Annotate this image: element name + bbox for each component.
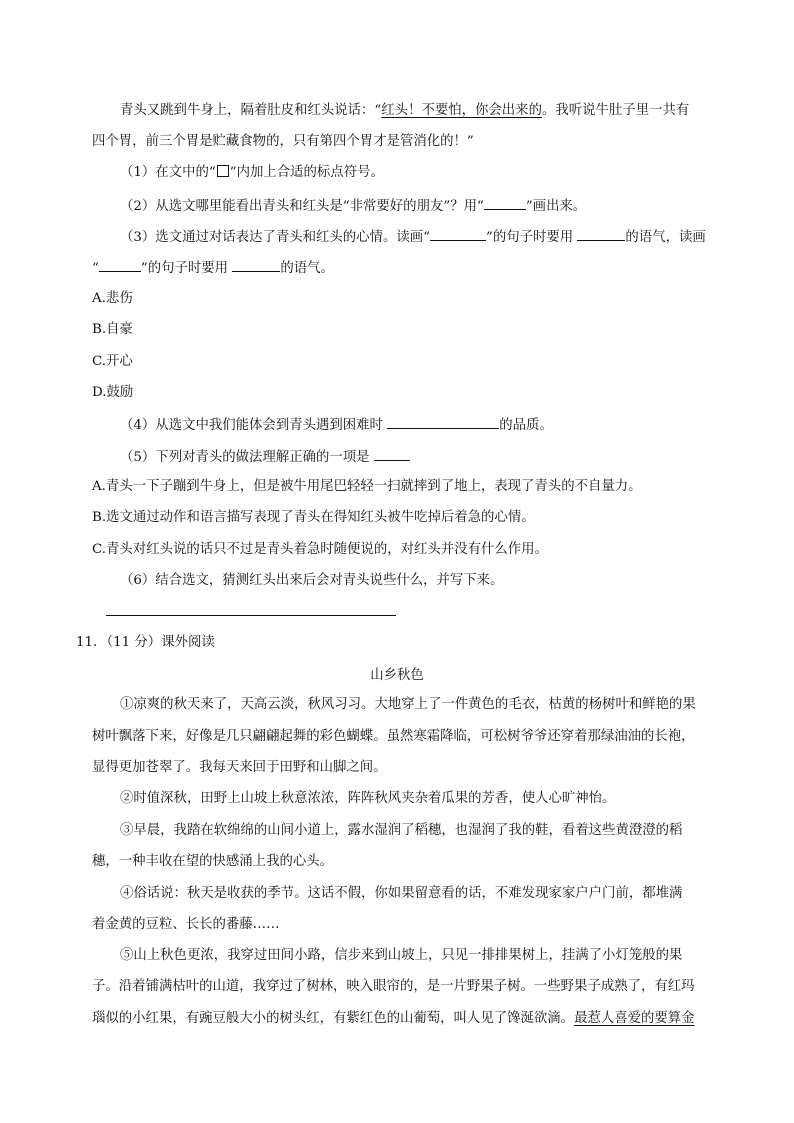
q5-option-a[interactable]: A.青头一下子蹦到牛身上，但是被牛用尾巴轻轻一扫就摔到了地上，表现了青头的不自量力。 (92, 479, 642, 494)
text: 瑙似的小红果，有豌豆般大小的树头红，有紫红色的山葡萄，叫人见了馋涎欲滴。 (92, 1011, 575, 1026)
text: （3）选文通过对话表达了青头和红头的心情。读画“ (120, 230, 430, 245)
question-2 (120, 195, 586, 217)
text: ”的句子时要用 (140, 261, 233, 276)
paragraph-1-line-3: 显得更加苍翠了。我每天来回于田野和山脚之间。 (92, 760, 387, 775)
paragraph-4-line-2: 着金黄的豆粒、长长的番藤…… (92, 917, 280, 932)
question-3-line-1 (120, 226, 706, 248)
text: “ (92, 261, 99, 276)
paragraph-1-line-2: 树叶飘落下来，好像是几只翩翩起舞的彩色蝴蝶。虽然寒霜降临，可松树爷爷还穿着那绿油油的长袍， (92, 729, 695, 744)
answer-blank[interactable] (430, 226, 486, 241)
text: ”的句子时要用 (485, 230, 578, 245)
question-3-line-2 (92, 257, 334, 279)
paragraph-5-line-3 (92, 1009, 695, 1029)
answer-blank[interactable] (484, 195, 526, 210)
text: ”内加上合适的标点符号。 (229, 165, 384, 180)
answer-line[interactable] (106, 615, 396, 616)
question-4 (120, 414, 553, 436)
underlined-sentence: 红头！不要怕，你会出来的 (381, 103, 542, 118)
paragraph-5-line-2: 子。沿着铺满枯叶的山道，我穿过了树林，映入眼帘的，是一片野果子树。一些野果子成熟了，有红玛 (92, 979, 695, 994)
underlined-sentence: 最惹人喜爱的要算金 (574, 1011, 695, 1026)
text: （1）在文中的“ (120, 165, 216, 180)
passage-line-1 (120, 101, 689, 121)
answer-blank[interactable] (374, 446, 410, 461)
text: 。我听说牛肚子里一共有 (541, 103, 690, 118)
question-1 (120, 163, 384, 183)
text: （2）从选文哪里能看出青头和红头是“非常要好的朋友”？用“ (120, 199, 484, 214)
answer-blank[interactable] (232, 257, 280, 272)
option-a[interactable]: A.悲伤 (92, 291, 133, 306)
answer-blank[interactable] (577, 226, 625, 241)
question-5 (120, 446, 410, 468)
text: （4）从选文中我们能体会到青头遇到困难时 (120, 418, 388, 433)
paragraph-3-line-2: 穗，一种丰收在望的快感涌上我的心头。 (92, 854, 334, 869)
text: （5）下列对青头的做法理解正确的一项是 (120, 450, 374, 465)
answer-blank[interactable] (99, 257, 141, 272)
text: 的语气。 (280, 261, 334, 276)
q5-option-c[interactable]: C.青头对红头说的话只不过是青头着急时随便说的，对红头并没有什么作用。 (92, 542, 548, 557)
q5-option-b[interactable]: B.选文通过动作和语言描写表现了青头在得知红头被牛吃掉后着急的心情。 (92, 510, 535, 525)
option-b[interactable]: B.自豪 (92, 322, 133, 337)
section-header: 11．（11 分）课外阅读 (76, 635, 215, 650)
option-d[interactable]: D.鼓励 (92, 385, 134, 400)
answer-blank[interactable] (387, 414, 499, 429)
paragraph-3-line-1: ③早晨，我踏在软绵绵的山间小道上，露水湿润了稻穗，也湿润了我的鞋，看着这些黄澄澄的稻 (120, 823, 683, 838)
paragraph-4-line-1: ④俗话说：秋天是收获的季节。这话不假，你如果留意看的话，不难发现家家户户门前，都堆满 (120, 886, 683, 901)
text: 的语气，读画 (625, 230, 706, 245)
option-c[interactable]: C.开心 (92, 354, 133, 369)
paragraph-5-line-1: ⑤山上秋色更浓，我穿过田间小路，信步来到山坡上，只见一排排果树上，挂满了小灯笼般的果 (120, 948, 683, 963)
question-6: （6）结合选文，猜测红头出来后会对青头说些什么，并写下来。 (120, 573, 504, 588)
text: 青头又跳到牛身上，隔着肚皮和红头说话：“ (120, 103, 382, 118)
article-title: 山乡秋色 (370, 668, 424, 683)
text: ”画出来。 (525, 199, 587, 214)
box-symbol-icon (217, 165, 229, 177)
text: 的品质。 (499, 418, 553, 433)
paragraph-1-line-1: ①凉爽的秋天来了，天高云淡，秋风习习。大地穿上了一件黄色的毛衣，枯黄的杨树叶和鲜艳的果 (120, 697, 696, 712)
paragraph-2: ②时值深秋，田野上山坡上秋意浓浓，阵阵秋风夹杂着瓜果的芳香，使人心旷神怡。 (120, 791, 616, 806)
passage-line-2: 四个胃，前三个胃是贮藏食物的，只有第四个胃才是管消化的！” (92, 134, 474, 149)
